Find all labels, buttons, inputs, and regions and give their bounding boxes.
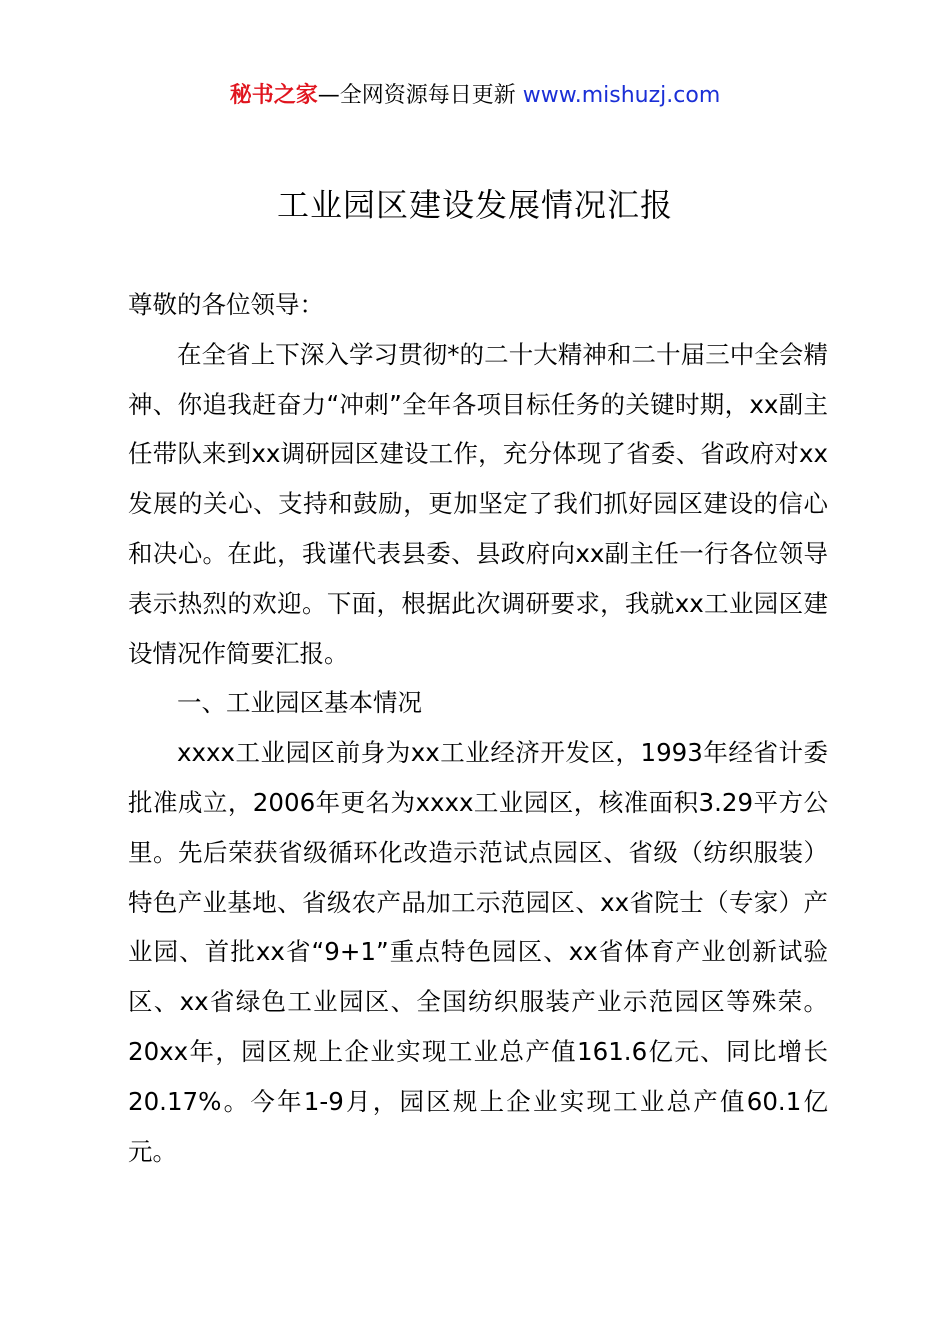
- site-header: [0, 80, 950, 112]
- document-body: [128, 280, 828, 1176]
- site-brand: 秘书之家: [229, 83, 318, 108]
- salutation: 尊敬的各位领导：: [128, 290, 324, 319]
- section-heading: 一、工业园区基本情况: [177, 688, 422, 718]
- site-tagline: —全网资源每日更新: [317, 83, 523, 108]
- document-title: 工业园区建设发展情况汇报: [276, 186, 673, 224]
- section-paragraph: xxxx工业园区前身为xx工业经济开发区，1993年经省计委批准成立，2006年更名为xxxx工业园区，核准面积3.29平方公里。先后荣获省级循环化改造示范试点园区、省级（纺织服装）特色产业基地、省级农产品加工示范园区、xx省院士（专家）产业园、首批xx省“9+1”重点特色园区、xx省体育产业创新试验区、xx省绿色工业园区、全国纺织服装产业示范园区等殊荣。20xx年，园区规上企业实现工业总产值161.6亿元、同比增长20.17%。今年1-9月，园区规上企业实现工业总产值60.1亿元。: [128, 738, 828, 1166]
- intro-paragraph: 在全省上下深入学习贯彻*的二十大精神和二十届三中全会精神、你追我赶奋力“冲刺”全年各项目标任务的关键时期，xx副主任带队来到xx调研园区建设工作，充分体现了省委、省政府对xx发展的关心、支持和鼓励，更加坚定了我们抓好园区建设的信心和决心。在此，我谨代表县委、县政府向xx副主任一行各位领导表示热烈的欢迎。下面，根据此次调研要求，我就xx工业园区建设情况作简要汇报。: [128, 339, 828, 668]
- site-url-link[interactable]: www.mishuzj.com: [522, 83, 721, 108]
